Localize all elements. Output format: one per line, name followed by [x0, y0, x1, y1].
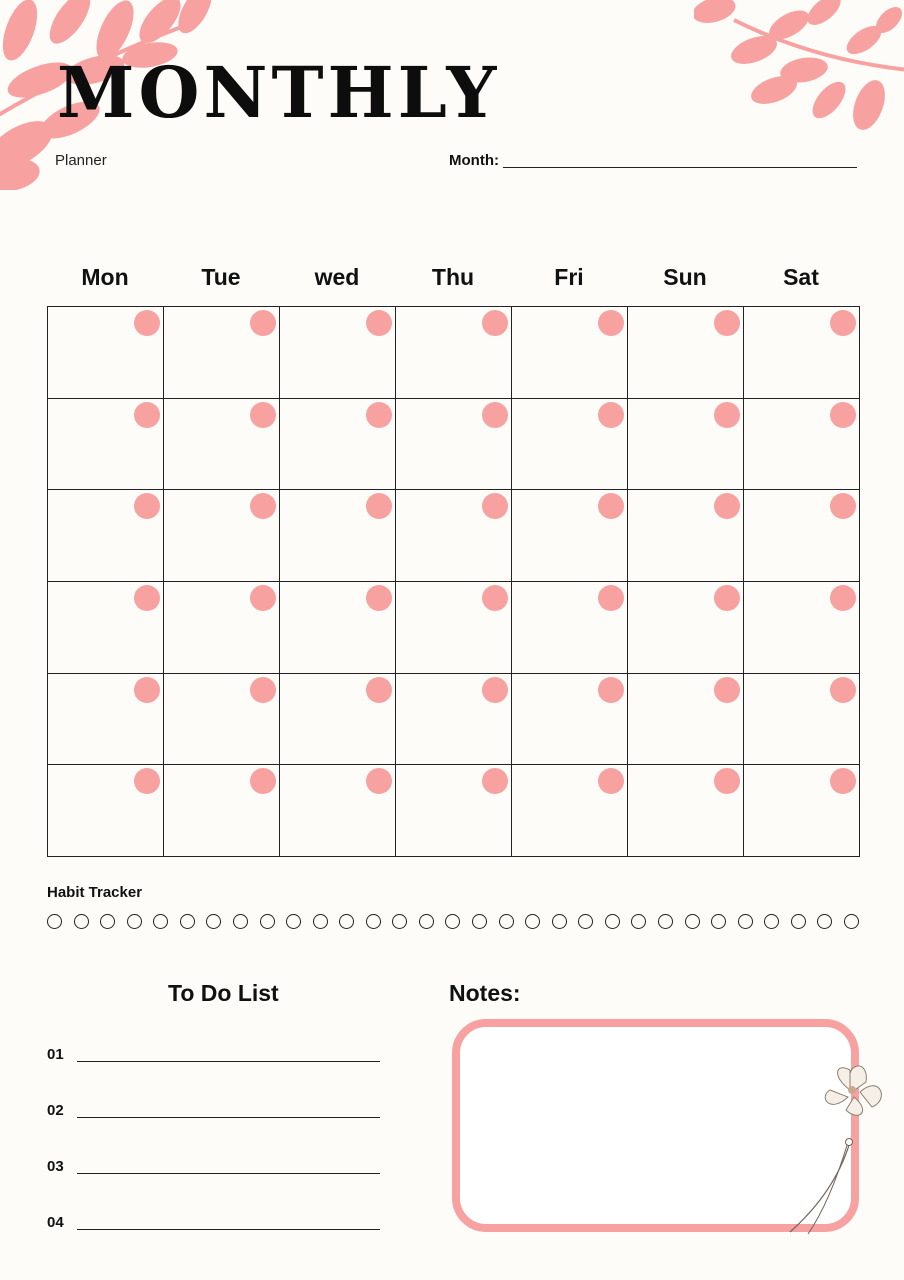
habit-checkbox[interactable] — [658, 914, 673, 929]
calendar-cell[interactable] — [628, 582, 744, 674]
calendar-cell[interactable] — [512, 674, 628, 766]
habit-checkbox[interactable] — [233, 914, 248, 929]
calendar-cell[interactable] — [48, 765, 164, 857]
month-label: Month: — [449, 152, 499, 169]
calendar-cell[interactable] — [744, 582, 860, 674]
date-dot — [714, 402, 740, 428]
calendar-cell[interactable] — [512, 490, 628, 582]
habit-checkbox[interactable] — [605, 914, 620, 929]
date-dot — [482, 677, 508, 703]
todo-item[interactable] — [47, 1046, 382, 1070]
date-dot — [366, 402, 392, 428]
calendar-cell[interactable] — [280, 399, 396, 491]
habit-checkbox[interactable] — [366, 914, 381, 929]
calendar-grid — [47, 306, 860, 857]
habit-checkbox[interactable] — [791, 914, 806, 929]
habit-checkbox[interactable] — [578, 914, 593, 929]
habit-checkbox[interactable] — [711, 914, 726, 929]
todo-item[interactable] — [47, 1102, 382, 1126]
calendar-cell[interactable] — [280, 582, 396, 674]
date-dot — [714, 310, 740, 336]
habit-checkbox[interactable] — [817, 914, 832, 929]
date-dot — [250, 402, 276, 428]
habit-checkbox[interactable] — [180, 914, 195, 929]
habit-checkbox[interactable] — [631, 914, 646, 929]
calendar-cell[interactable] — [628, 490, 744, 582]
date-dot — [134, 402, 160, 428]
calendar-cell[interactable] — [280, 490, 396, 582]
date-dot — [598, 493, 624, 519]
calendar-cell[interactable] — [280, 765, 396, 857]
calendar-cell[interactable] — [280, 674, 396, 766]
calendar-cell[interactable] — [164, 582, 280, 674]
todo-number: 04 — [47, 1214, 64, 1231]
date-dot — [482, 768, 508, 794]
date-dot — [598, 310, 624, 336]
habit-checkbox[interactable] — [685, 914, 700, 929]
habit-checkbox[interactable] — [552, 914, 567, 929]
date-dot — [598, 768, 624, 794]
date-dot — [482, 402, 508, 428]
date-dot — [714, 585, 740, 611]
calendar-cell[interactable] — [164, 399, 280, 491]
todo-line[interactable] — [77, 1173, 380, 1174]
calendar-cell[interactable] — [512, 765, 628, 857]
calendar-cell[interactable] — [48, 674, 164, 766]
weekday-label: Sun — [663, 264, 707, 290]
habit-tracker — [47, 914, 859, 929]
date-dot — [366, 768, 392, 794]
habit-checkbox[interactable] — [445, 914, 460, 929]
calendar-cell[interactable] — [628, 307, 744, 399]
date-dot — [830, 493, 856, 519]
habit-checkbox[interactable] — [525, 914, 540, 929]
calendar-cell[interactable] — [512, 307, 628, 399]
date-dot — [598, 402, 624, 428]
calendar-cell[interactable] — [164, 765, 280, 857]
todo-line[interactable] — [77, 1117, 380, 1118]
calendar-cell[interactable] — [396, 490, 512, 582]
date-dot — [134, 585, 160, 611]
habit-checkbox[interactable] — [286, 914, 301, 929]
habit-checkbox[interactable] — [153, 914, 168, 929]
weekday-label: Thu — [431, 264, 475, 290]
calendar-cell[interactable] — [164, 674, 280, 766]
calendar-cell[interactable] — [280, 307, 396, 399]
todo-line[interactable] — [77, 1061, 380, 1062]
calendar-cell[interactable] — [396, 582, 512, 674]
calendar-cell[interactable] — [628, 674, 744, 766]
weekday-label: Sat — [783, 264, 819, 290]
habit-checkbox[interactable] — [100, 914, 115, 929]
notes-title: Notes: — [449, 980, 521, 1006]
page-subtitle: Planner — [55, 152, 107, 169]
calendar-cell[interactable] — [164, 490, 280, 582]
habit-checkbox[interactable] — [472, 914, 487, 929]
date-dot — [482, 585, 508, 611]
weekday-header — [47, 264, 859, 291]
date-dot — [714, 493, 740, 519]
date-dot — [830, 585, 856, 611]
habit-checkbox[interactable] — [419, 914, 434, 929]
habit-checkbox[interactable] — [844, 914, 859, 929]
date-dot — [366, 310, 392, 336]
date-dot — [134, 310, 160, 336]
habit-checkbox[interactable] — [392, 914, 407, 929]
calendar-cell[interactable] — [48, 399, 164, 491]
calendar-cell[interactable] — [396, 399, 512, 491]
weekday-label: Fri — [554, 264, 584, 290]
calendar-cell[interactable] — [628, 765, 744, 857]
date-dot — [250, 493, 276, 519]
todo-item[interactable] — [47, 1214, 382, 1238]
date-dot — [598, 677, 624, 703]
calendar-cell[interactable] — [512, 399, 628, 491]
todo-title: To Do List — [168, 980, 279, 1006]
todo-number: 01 — [47, 1046, 64, 1063]
date-dot — [714, 768, 740, 794]
flower-icon — [780, 1052, 892, 1236]
calendar-cell[interactable] — [396, 307, 512, 399]
weekday-label: Tue — [201, 264, 241, 290]
date-dot — [250, 585, 276, 611]
todo-number: 02 — [47, 1102, 64, 1119]
month-field[interactable] — [503, 167, 857, 168]
date-dot — [598, 585, 624, 611]
habit-checkbox[interactable] — [47, 914, 62, 929]
habit-tracker-label: Habit Tracker — [47, 884, 143, 901]
date-dot — [250, 310, 276, 336]
date-dot — [714, 677, 740, 703]
date-dot — [250, 677, 276, 703]
date-dot — [366, 585, 392, 611]
weekday-label: Mon — [81, 264, 129, 290]
habit-checkbox[interactable] — [339, 914, 354, 929]
date-dot — [830, 310, 856, 336]
calendar-cell[interactable] — [164, 307, 280, 399]
calendar-cell[interactable] — [744, 674, 860, 766]
leaf-branch-icon — [694, 0, 904, 140]
date-dot — [482, 493, 508, 519]
calendar-cell[interactable] — [744, 490, 860, 582]
habit-checkbox[interactable] — [764, 914, 779, 929]
calendar-cell[interactable] — [628, 399, 744, 491]
habit-checkbox[interactable] — [127, 914, 142, 929]
calendar-cell[interactable] — [396, 674, 512, 766]
date-dot — [134, 768, 160, 794]
calendar-cell[interactable] — [48, 582, 164, 674]
date-dot — [482, 310, 508, 336]
date-dot — [366, 677, 392, 703]
habit-checkbox[interactable] — [260, 914, 275, 929]
calendar-cell[interactable] — [48, 490, 164, 582]
calendar-cell[interactable] — [396, 765, 512, 857]
habit-checkbox[interactable] — [499, 914, 514, 929]
date-dot — [134, 677, 160, 703]
weekday-label: wed — [314, 264, 360, 290]
date-dot — [134, 493, 160, 519]
date-dot — [830, 402, 856, 428]
habit-checkbox[interactable] — [74, 914, 89, 929]
habit-checkbox[interactable] — [206, 914, 221, 929]
habit-checkbox[interactable] — [738, 914, 753, 929]
calendar-cell[interactable] — [744, 765, 860, 857]
calendar-cell[interactable] — [512, 582, 628, 674]
todo-line[interactable] — [77, 1229, 380, 1230]
date-dot — [830, 677, 856, 703]
habit-checkbox[interactable] — [313, 914, 328, 929]
page-title: MONTHLY — [57, 51, 501, 134]
calendar-cell[interactable] — [744, 399, 860, 491]
date-dot — [830, 768, 856, 794]
todo-item[interactable] — [47, 1158, 382, 1182]
date-dot — [366, 493, 392, 519]
todo-number: 03 — [47, 1158, 64, 1175]
calendar-cell[interactable] — [744, 307, 860, 399]
calendar-cell[interactable] — [48, 307, 164, 399]
date-dot — [250, 768, 276, 794]
